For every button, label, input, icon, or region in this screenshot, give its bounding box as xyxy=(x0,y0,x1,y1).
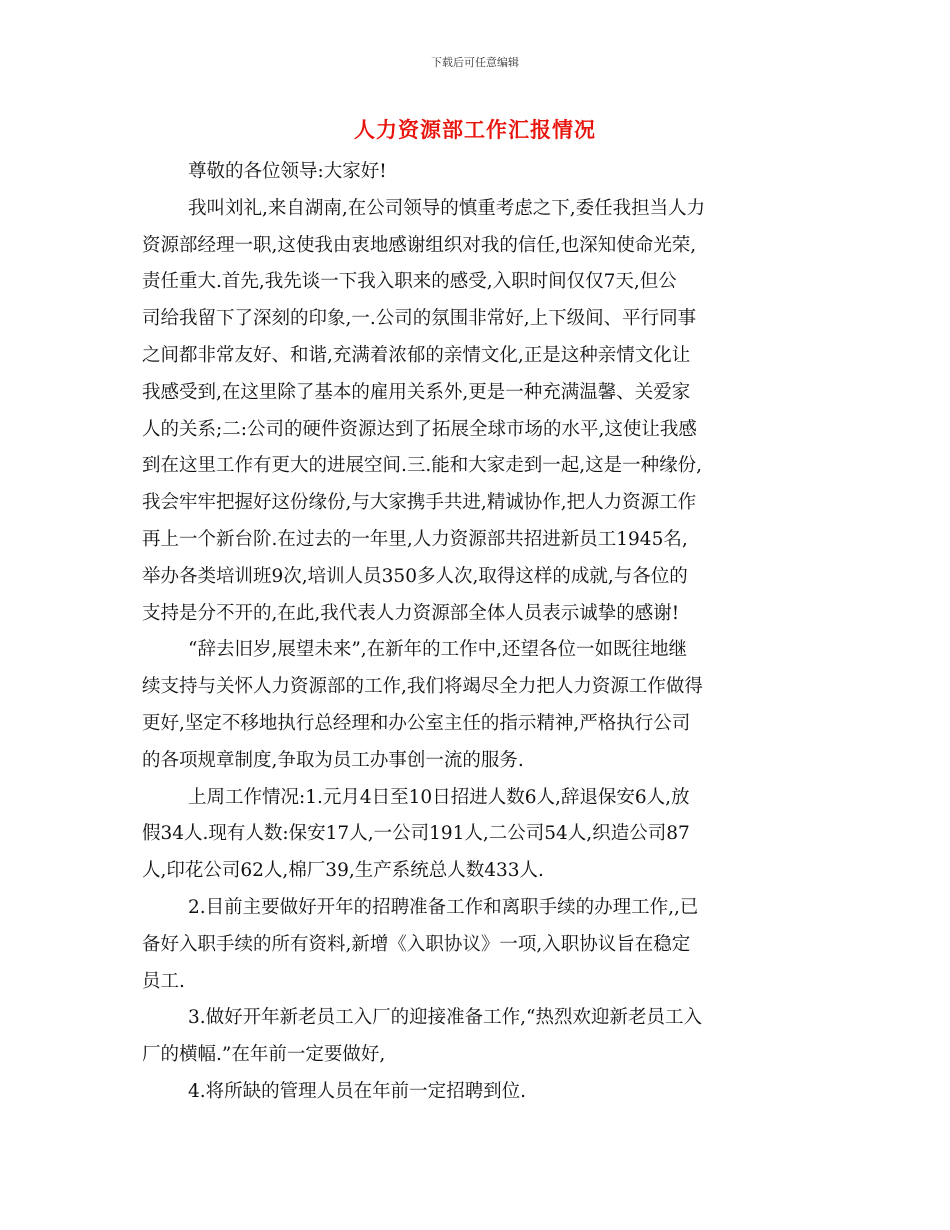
body-line: 员工. xyxy=(142,970,185,992)
body-line: 再上一个新台阶.在过去的一年里,人力资源部共招进新员工1945名, xyxy=(142,528,688,550)
body-line: 责任重大.首先,我先谈一下我入职来的感受,入职时间仅仅7天,但公 xyxy=(142,271,677,293)
body-line: 人,印花公司62人,棉厂39,生产系统总人数433人. xyxy=(142,860,544,882)
body-line: 支持是分不开的,在此,我代表人力资源部全体人员表示诚挚的感谢! xyxy=(142,602,680,624)
body-line: 上周工作情况:1.元月4日至10日招进人数6人,辞退保安6人,放 xyxy=(188,786,690,808)
document-title: 人力资源部工作汇报情况 xyxy=(354,117,596,142)
body-line: “辞去旧岁,展望未来”,在新年的工作中,还望各位一如既往地继 xyxy=(188,639,688,661)
header-note: 下载后可任意编辑 xyxy=(431,56,519,69)
body-line: 续支持与关怀人力资源部的工作,我们将竭尽全力把人力资源工作做得 xyxy=(142,676,703,698)
body-line: 司给我留下了深刻的印象,一.公司的氛围非常好,上下级间、平行同事 xyxy=(142,308,697,330)
body-line: 3.做好开年新老员工入厂的迎接准备工作,“热烈欢迎新老员工入 xyxy=(188,1007,702,1029)
body-line: 我会牢牢把握好这份缘份,与大家携手共进,精诚协作,把人力资源工作 xyxy=(142,492,697,514)
body-line: 备好入职手续的所有资料,新增《入职协议》一项,入职协议旨在稳定 xyxy=(142,933,691,955)
body-line: 我感受到,在这里除了基本的雇用关系外,更是一种充满温馨、关爱家 xyxy=(142,381,691,403)
document-body xyxy=(142,154,810,1111)
body-line: 2.目前主要做好开年的招聘准备工作和离职手续的办理工作,,已 xyxy=(188,896,699,918)
body-line: 人的关系;二:公司的硬件资源达到了拓展全球市场的水平,这使让我感 xyxy=(142,418,697,440)
body-line: 举办各类培训班9次,培训人员350多人次,取得这样的成就,与各位的 xyxy=(142,565,688,587)
body-line: 资源部经理一职,这使我由衷地感谢组织对我的信任,也深知使命光荣, xyxy=(142,234,697,256)
body-line: 我叫刘礼,来自湖南,在公司领导的慎重考虑之下,委任我担当人力 xyxy=(188,197,706,219)
body-line: 之间都非常友好、和谐,充满着浓郁的亲情文化,正是这种亲情文化让 xyxy=(142,344,691,366)
body-line: 到在这里工作有更大的进展空间.三.能和大家走到一起,这是一种缘份, xyxy=(142,455,703,477)
body-line: 尊敬的各位领导:大家好! xyxy=(188,161,387,182)
body-line: 的各项规章制度,争取为员工办事创一流的服务. xyxy=(142,749,524,771)
body-line: 厂的横幅.”在年前一定要做好, xyxy=(142,1044,386,1066)
body-line: 假34人.现有人数:保安17人,一公司191人,二公司54人,织造公司87 xyxy=(142,823,690,845)
body-line: 更好,坚定不移地执行总经理和办公室主任的指示精神,严格执行公司 xyxy=(142,712,691,734)
body-line: 4.将所缺的管理人员在年前一定招聘到位. xyxy=(188,1080,527,1102)
